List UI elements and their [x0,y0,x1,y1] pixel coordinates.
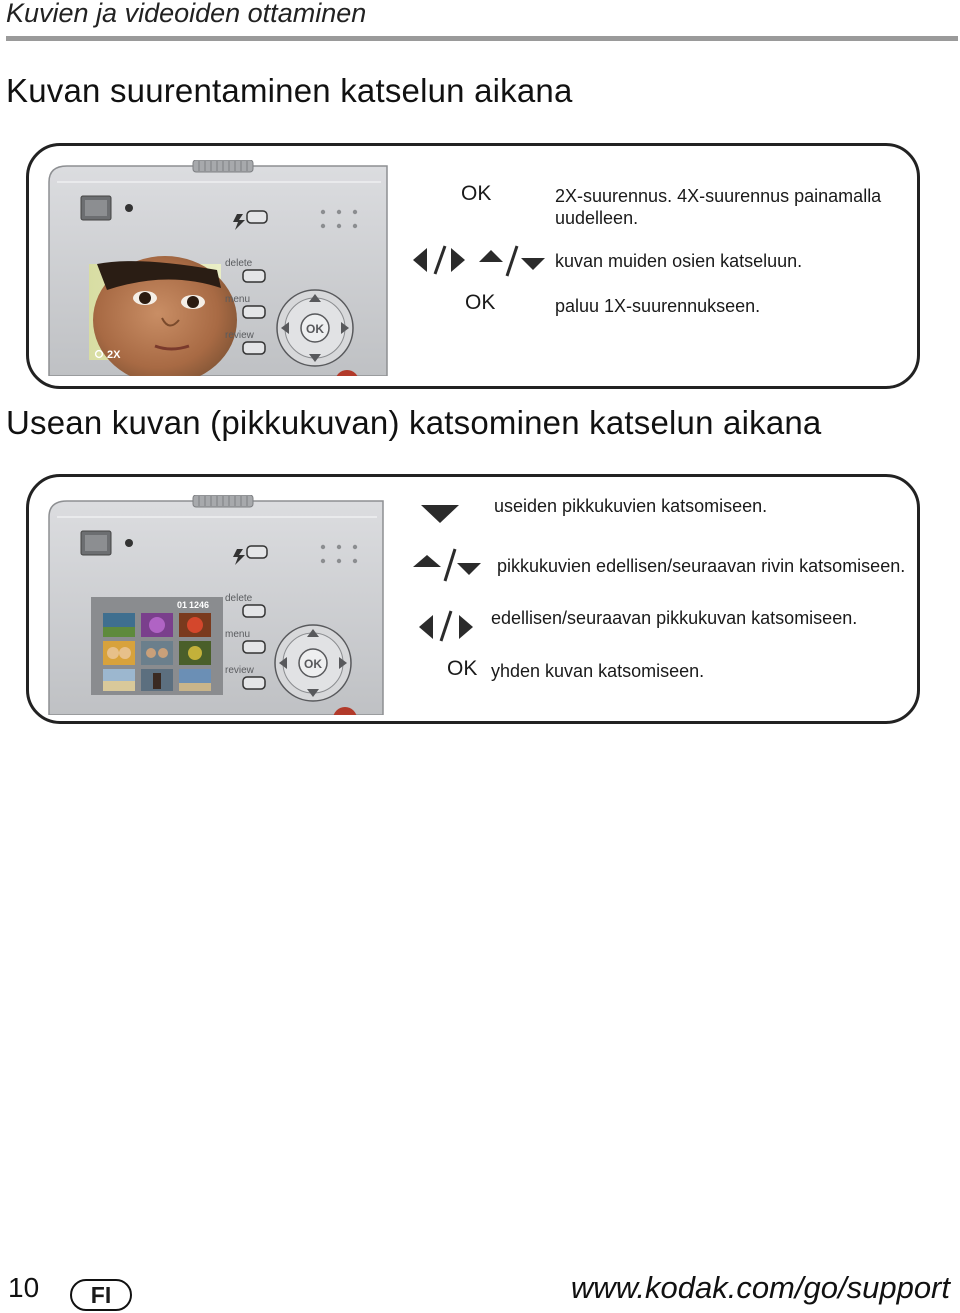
menu-button-label: menu [225,629,251,640]
ok-key-label: OK [447,657,478,680]
row-text: edellisen/seuraavan pikkukuvan katsomiseen. [491,608,858,628]
header-rule [6,36,958,41]
section-title-thumbnails: Usean kuvan (pikkukuvan) katsominen katselun aikana [6,404,822,441]
ok-key-label: OK [465,291,496,314]
language-badge: FI [70,1279,132,1311]
zoom-indicator: 2X [107,349,121,361]
delete-button-label: delete [225,258,253,269]
row-text: yhden kuvan katsomiseen. [491,661,705,681]
delete-button-label: delete [225,593,253,604]
section-title-zoom: Kuvan suurentaminen katselun aikana [6,72,573,109]
page-number: 10 [8,1272,40,1303]
review-button-label: review [225,665,254,676]
menu-button[interactable] [243,641,265,653]
ok-key-label: OK [461,182,492,205]
camera-illustration-thumbnails [47,495,385,715]
camera-illustration-zoom [47,160,389,376]
review-button[interactable] [243,342,265,354]
camera-back-illustration [47,160,389,376]
row-text: pikkukuvien edellisen/seuraavan rivin katsomiseen. [497,556,906,576]
row-text-cont: uudelleen. [555,208,639,228]
review-button-label: review [225,330,254,341]
up-down-arrows-icon [411,545,483,583]
menu-button-label: menu [225,294,251,305]
row-text: useiden pikkukuvien katsomiseen. [494,496,768,516]
ok-button-label: OK [306,322,324,336]
ok-button-label: OK [304,657,322,671]
camera-back-illustration [47,495,385,715]
review-button[interactable] [243,677,265,689]
running-header: Kuvien ja videoiden ottaminen [6,0,367,28]
row-text: paluu 1X-suurennukseen. [555,296,761,316]
support-url[interactable]: www.kodak.com/go/support [570,1270,950,1305]
left-right-arrows-icon [417,607,475,645]
row-text: 2X-suurennus. 4X-suurennus painamalla [555,186,882,206]
delete-button[interactable] [243,605,265,617]
thumbnail-status-count: 01 [176,600,187,610]
down-arrow-icon [419,501,461,525]
thumbnail-status-number: 1246 [188,600,209,610]
menu-button[interactable] [243,306,265,318]
left-right-and-up-down-arrows-icon [407,242,547,280]
delete-button[interactable] [243,270,265,282]
row-text: kuvan muiden osien katseluun. [555,251,803,271]
thumbnails-panel [26,474,920,724]
zoom-panel [26,143,920,389]
